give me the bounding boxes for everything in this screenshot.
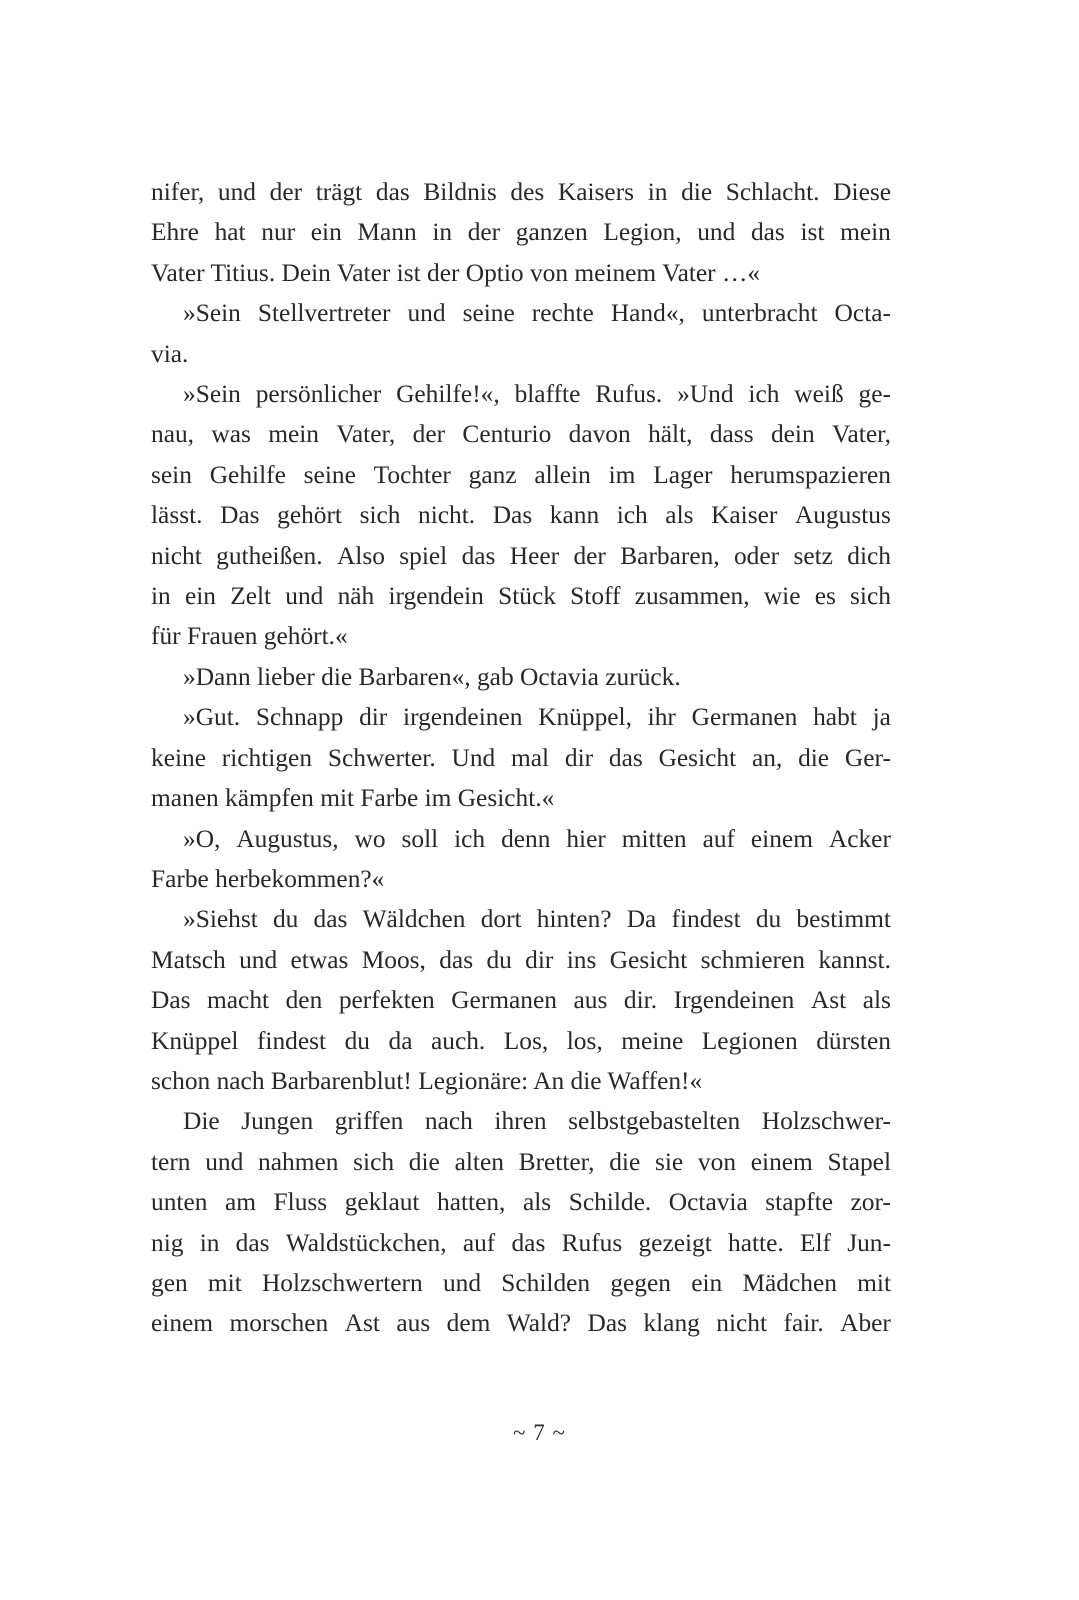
- paragraph: [151, 1101, 891, 1343]
- text-line: »Sein persönlicher Gehilfe!«, blaffte Rufus. »Und ich weiß ge-: [183, 380, 891, 409]
- text-line: via.: [151, 339, 189, 368]
- text-line: schon nach Barbarenblut! Legionäre: An die Waffen!«: [151, 1066, 703, 1095]
- text-line: manen kämpfen mit Farbe im Gesicht.«: [151, 784, 555, 813]
- text-line: tern und nahmen sich die alten Bretter, die sie von einem Stapel: [151, 1147, 891, 1176]
- page-number: ~ 7 ~: [513, 1420, 566, 1445]
- paragraph: [151, 374, 891, 657]
- text-line: Ehre hat nur ein Mann in der ganzen Legion, und das ist mein: [151, 218, 891, 247]
- text-line: einem morschen Ast aus dem Wald? Das klang nicht fair. Aber: [151, 1309, 891, 1338]
- paragraph: [151, 819, 891, 900]
- paragraph: [151, 697, 891, 818]
- text-line: unten am Fluss geklaut hatten, als Schilde. Octavia stapfte zor-: [151, 1188, 891, 1217]
- text-line: »O, Augustus, wo soll ich denn hier mitten auf einem Acker: [183, 824, 891, 853]
- text-line: »Dann lieber die Barbaren«, gab Octavia zurück.: [183, 662, 681, 691]
- text-line: Vater Titius. Dein Vater ist der Optio von meinem Vater …«: [151, 258, 761, 287]
- text-line: »Siehst du das Wäldchen dort hinten? Da findest du bestimmt: [183, 905, 891, 934]
- text-line: Matsch und etwas Moos, das du dir ins Gesicht schmieren kannst.: [151, 945, 891, 974]
- paragraph: [151, 657, 891, 697]
- text-line: für Frauen gehört.«: [151, 622, 348, 651]
- text-line: nifer, und der trägt das Bildnis des Kaisers in die Schlacht. Diese: [151, 178, 891, 206]
- text-line: Farbe herbekommen?«: [151, 864, 385, 893]
- text-line: nau, was mein Vater, der Centurio davon hält, dass dein Vater,: [151, 420, 891, 449]
- paragraph: [151, 172, 891, 293]
- text-line: Das macht den perfekten Germanen aus dir. Irgendeinen Ast als: [151, 986, 891, 1015]
- page-body-text: [151, 172, 891, 1344]
- text-line: keine richtigen Schwerter. Und mal dir das Gesicht an, die Ger-: [151, 743, 891, 772]
- text-line: gen mit Holzschwertern und Schilden gegen ein Mädchen mit: [151, 1268, 891, 1297]
- paragraph: [151, 899, 891, 1101]
- text-line: in ein Zelt und näh irgendein Stück Stoff zusammen, wie es sich: [151, 582, 891, 611]
- text-line: »Sein Stellvertreter und seine rechte Hand«, unterbracht Octa-: [183, 299, 891, 328]
- text-line: »Gut. Schnapp dir irgendeinen Knüppel, ihr Germanen habt ja: [183, 703, 891, 732]
- text-line: nicht gutheißen. Also spiel das Heer der Barbaren, oder setz dich: [151, 541, 891, 570]
- text-line: Knüppel findest du da auch. Los, los, meine Legionen dürsten: [151, 1026, 891, 1055]
- paragraph: [151, 293, 891, 374]
- text-line: lässt. Das gehört sich nicht. Das kann ich als Kaiser Augustus: [151, 501, 891, 530]
- text-line: Die Jungen griffen nach ihren selbstgebastelten Holzschwer-: [183, 1107, 891, 1136]
- text-line: nig in das Waldstückchen, auf das Rufus gezeigt hatte. Elf Jun-: [151, 1228, 891, 1257]
- text-line: sein Gehilfe seine Tochter ganz allein im Lager herumspazieren: [151, 460, 891, 489]
